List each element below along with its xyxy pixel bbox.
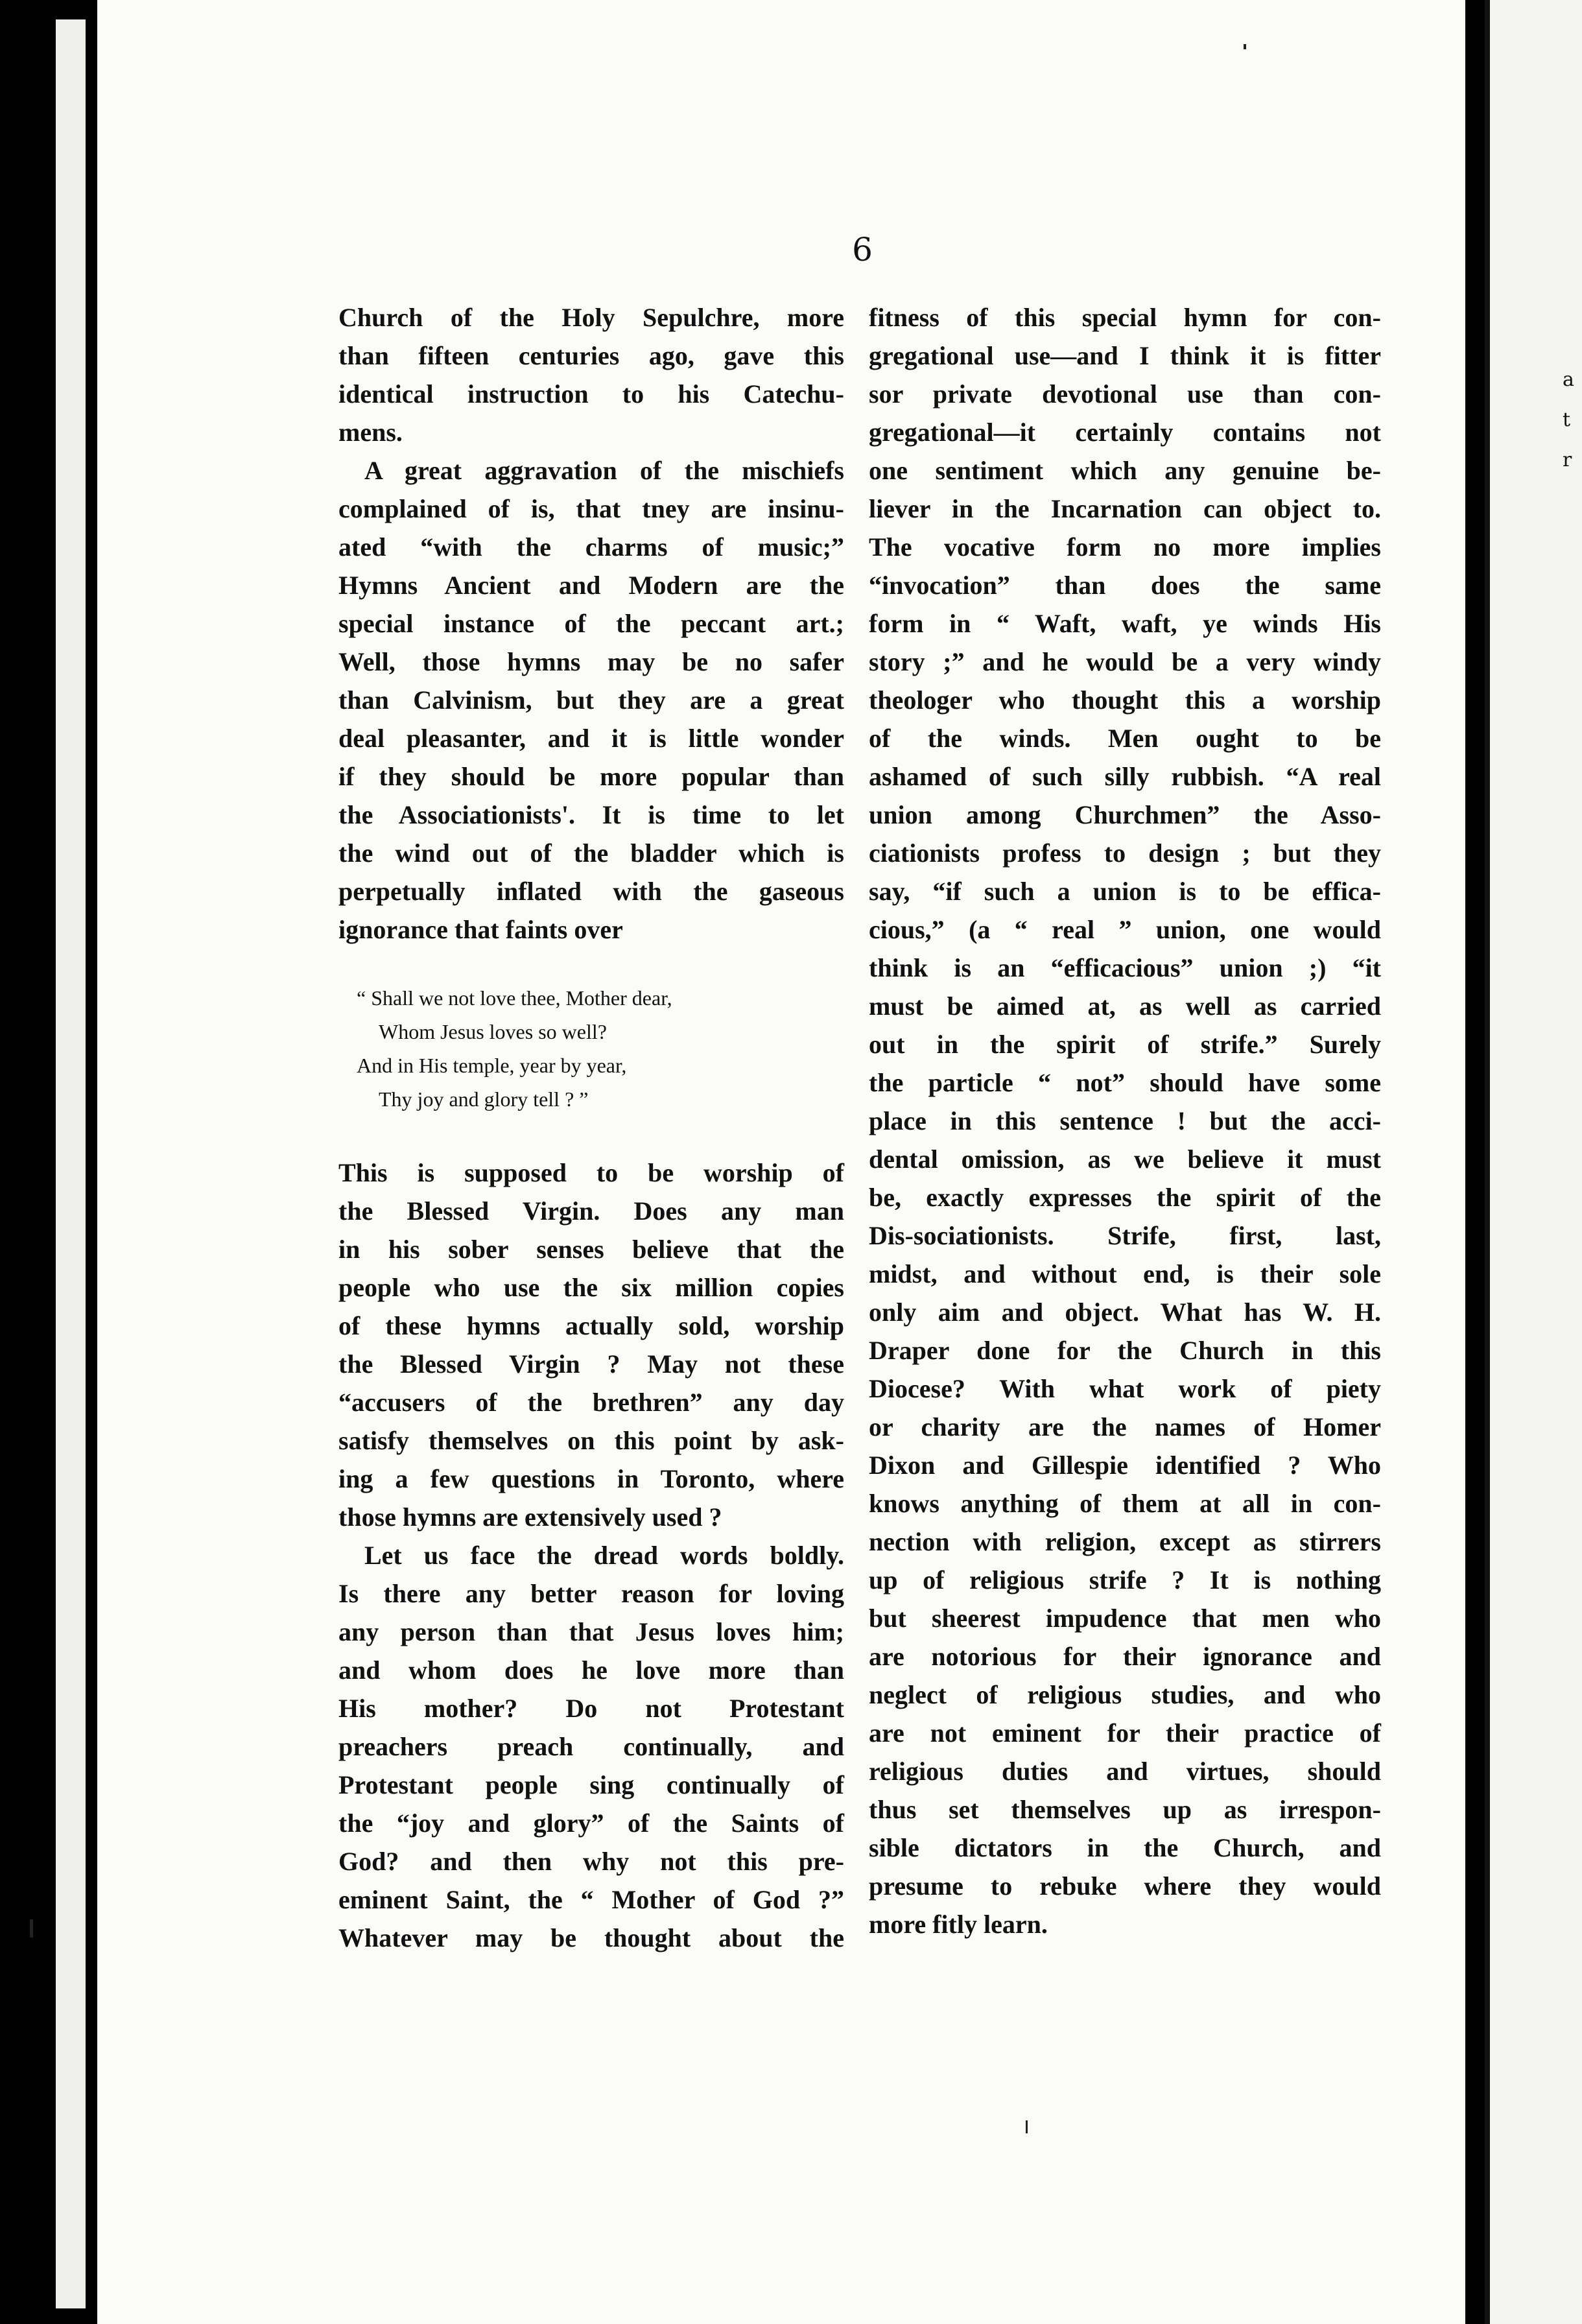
text-line: are notorious for their ignorance and <box>869 1642 1381 1671</box>
text-line: Is there any better reason for loving <box>338 1579 844 1608</box>
text-line: of these hymns actually sold, worship <box>338 1311 844 1340</box>
text-line: must be aimed at, as well as carried <box>869 991 1381 1021</box>
text-line: This is supposed to be worship of <box>338 1158 844 1187</box>
fragment-letter: t <box>1563 409 1571 431</box>
paragraph <box>338 1536 844 1957</box>
text-line: knows anything of them at all in con- <box>869 1489 1381 1518</box>
text-line: people who use the six million copies <box>338 1273 844 1302</box>
text-line: neglect of religious studies, and who <box>869 1680 1381 1709</box>
text-line: be, exactly expresses the spirit of the <box>869 1183 1381 1212</box>
text-line: midst, and without end, is their sole <box>869 1259 1381 1288</box>
text-line: union among Churchmen” the Asso- <box>869 800 1381 829</box>
scan-speck <box>1244 44 1246 49</box>
text-line: Dis-sociationists. Strife, first, last, <box>869 1221 1381 1250</box>
text-line: Let us face the dread words boldly. <box>364 1541 844 1570</box>
text-line: satisfy themselves on this point by ask- <box>338 1426 844 1455</box>
text-line: if they should be more popular than <box>338 762 844 791</box>
paragraph <box>338 451 844 949</box>
text-line: Protestant people sing continually of <box>338 1770 844 1799</box>
text-line: religious duties and virtues, should <box>869 1757 1381 1786</box>
page-number: 6 <box>852 231 873 268</box>
text-line: than fifteen centuries ago, gave this <box>338 341 844 370</box>
text-line: Dixon and Gillespie identified ? Who <box>869 1451 1381 1480</box>
text-line: than Calvinism, but they are a great <box>338 685 844 715</box>
text-line: Well, those hymns may be no safer <box>338 647 844 676</box>
text-line: presume to rebuke where they would <box>869 1871 1381 1901</box>
text-line: of the winds. Men ought to be <box>869 724 1381 753</box>
text-line: liever in the Incarnation can object to. <box>869 494 1381 523</box>
text-line: say, “if such a union is to be effica- <box>869 877 1381 906</box>
text-line: identical instruction to his Catechu- <box>338 379 844 409</box>
text-line: special instance of the peccant art.; <box>338 609 844 638</box>
text-line: ashamed of such silly rubbish. “A real <box>869 762 1381 791</box>
text-line: mens. <box>338 418 403 447</box>
text-line: more fitly learn. <box>869 1910 1048 1939</box>
text-line: think is an “efficacious” union ;) “it <box>869 953 1381 982</box>
paragraph <box>338 1154 844 1536</box>
verse-line: “ Shall we not love thee, Mother dear, <box>357 986 672 1010</box>
scan-speck <box>1026 2120 1028 2133</box>
text-line: ing a few questions in Toronto, where <box>338 1464 844 1493</box>
text-line: deal pleasanter, and it is little wonder <box>338 724 844 753</box>
text-line: The vocative form no more implies <box>869 532 1381 562</box>
paragraph <box>338 298 844 451</box>
text-line: ignorance that faints over <box>338 915 623 944</box>
text-line: “invocation” than does the same <box>869 571 1381 600</box>
text-line: cious,” (a “ real ” union, one would <box>869 915 1381 944</box>
right-column <box>869 298 1381 1943</box>
text-line: up of religious strife ? It is nothing <box>869 1565 1381 1595</box>
left-column <box>338 298 844 1957</box>
text-line: Whatever may be thought about the <box>338 1923 844 1952</box>
text-line: gregational—it certainly contains not <box>869 418 1381 447</box>
adjacent-page-edge <box>1485 0 1582 2324</box>
fragment-letter: a <box>1563 368 1574 391</box>
text-line: any person than that Jesus loves him; <box>338 1617 844 1646</box>
text-line: the Blessed Virgin ? May not these <box>338 1349 844 1379</box>
text-line: perpetually inflated with the gaseous <box>338 877 844 906</box>
text-line: Hymns Ancient and Modern are the <box>338 571 844 600</box>
verse-line: And in His temple, year by year, <box>357 1054 627 1077</box>
text-line: sible dictators in the Church, and <box>869 1833 1381 1862</box>
text-line: those hymns are extensively used ? <box>338 1502 722 1532</box>
text-line: place in this sentence ! but the acci- <box>869 1106 1381 1135</box>
text-line: only aim and object. What has W. H. <box>869 1298 1381 1327</box>
text-line: story ;” and he would be a very windy <box>869 647 1381 676</box>
text-line: the “joy and glory” of the Saints of <box>338 1808 844 1838</box>
text-line: one sentiment which any genuine be- <box>869 456 1381 485</box>
text-line: complained of is, that tney are insinu- <box>338 494 844 523</box>
text-line: and whom does he love more than <box>338 1655 844 1685</box>
text-line: or charity are the names of Homer <box>869 1412 1381 1441</box>
text-line: preachers preach continually, and <box>338 1732 844 1761</box>
text-line: but sheerest impudence that men who <box>869 1604 1381 1633</box>
text-line: “accusers of the brethren” any day <box>338 1388 844 1417</box>
text-line: Draper done for the Church in this <box>869 1336 1381 1365</box>
text-line: out in the spirit of strife.” Surely <box>869 1030 1381 1059</box>
text-line: sor private devotional use than con- <box>869 379 1381 409</box>
text-line: the particle “ not” should have some <box>869 1068 1381 1097</box>
text-line: dental omission, as we believe it must <box>869 1144 1381 1174</box>
text-line: gregational use—and I think it is fitter <box>869 341 1381 370</box>
text-line: theologer who thought this a worship <box>869 685 1381 715</box>
verse-line: Thy joy and glory tell ? ” <box>379 1087 589 1111</box>
text-line: ciationists profess to design ; but they <box>869 838 1381 868</box>
text-line: Church of the Holy Sepulchre, more <box>338 303 844 332</box>
text-line: fitness of this special hymn for con- <box>869 303 1381 332</box>
text-line: form in “ Waft, waft, ye winds His <box>869 609 1381 638</box>
text-line: A great aggravation of the mischiefs <box>364 456 844 485</box>
text-line: the wind out of the bladder which is <box>338 838 844 868</box>
text-line: His mother? Do not Protestant <box>338 1694 844 1723</box>
text-line: are not eminent for their practice of <box>869 1718 1381 1748</box>
scan-speck <box>30 1919 33 1938</box>
text-line: in his sober senses believe that the <box>338 1235 844 1264</box>
text-line: nection with religion, except as stirrers <box>869 1527 1381 1556</box>
text-line: ated “with the charms of music;” <box>338 532 844 562</box>
text-line: the Blessed Virgin. Does any man <box>338 1196 844 1226</box>
text-line: God? and then why not this pre- <box>338 1847 844 1876</box>
verse-line: Whom Jesus loves so well? <box>379 1020 607 1043</box>
text-line: Diocese? With what work of piety <box>869 1374 1381 1403</box>
adjacent-page-fragment <box>1563 360 1582 480</box>
text-line: the Associationists'. It is time to let <box>338 800 844 829</box>
text-line: thus set themselves up as irrespon- <box>869 1795 1381 1824</box>
hymn-verse <box>338 981 844 1116</box>
text-line: eminent Saint, the “ Mother of God ?” <box>338 1885 844 1914</box>
page-binding-edge <box>56 19 86 2308</box>
fragment-letter: r <box>1563 449 1572 471</box>
